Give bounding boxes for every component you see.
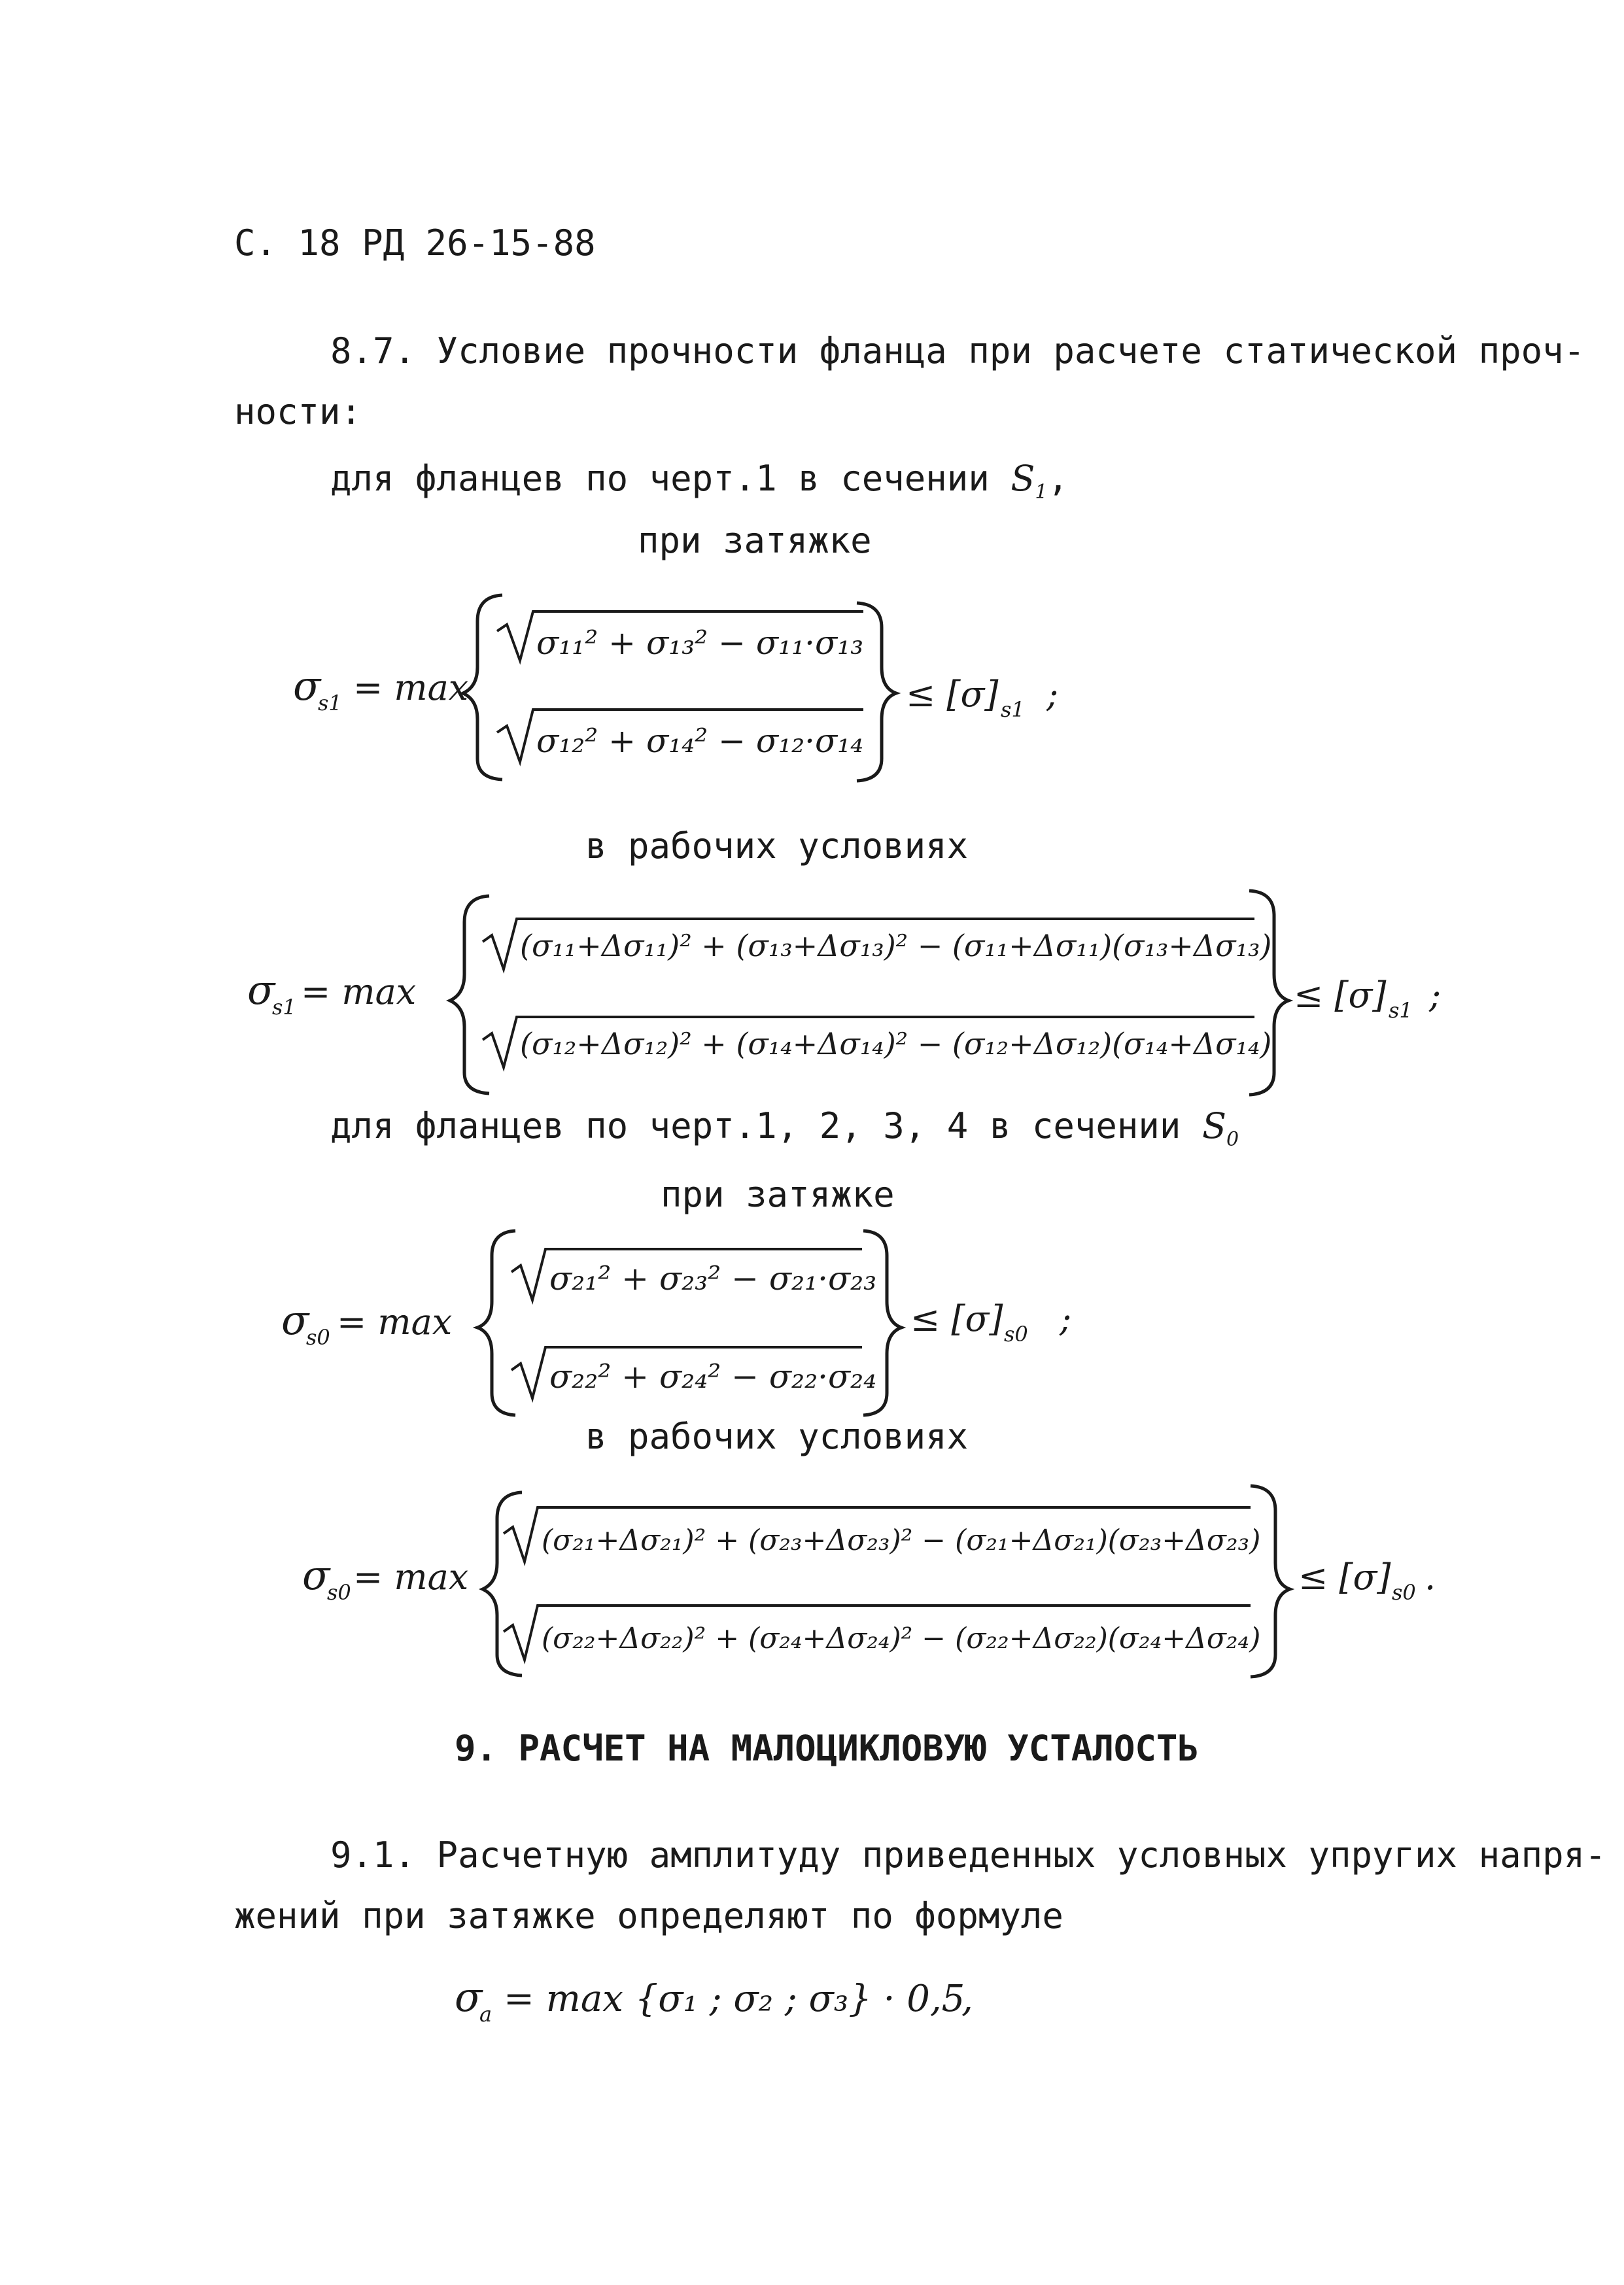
formula-4-row2: [504, 1606, 1260, 1660]
svg-text:σ: σ: [455, 1973, 483, 2021]
svg-text:(σ₁₁+Δσ₁₁)² + (σ₁₃+Δσ₁₃)² − (σ: (σ₁₁+Δσ₁₁)² + (σ₁₃+Δσ₁₃)² − (σ₁₁+Δσ₁₁)(σ₁₃+Δσ₁₃): [520, 928, 1272, 963]
formula-3-rhs: [910, 1298, 1071, 1347]
svg-text:≤ [σ]: ≤ [σ]: [910, 1298, 1003, 1339]
svg-text:s1: s1: [1389, 998, 1413, 1023]
svg-text:= max: = max: [353, 667, 469, 708]
svg-text:(σ₂₂+Δσ₂₂)² + (σ₂₄+Δσ₂₄)² − (σ: (σ₂₂+Δσ₂₂)² + (σ₂₄+Δσ₂₄)² − (σ₂₂+Δσ₂₂)(σ₂₄+Δσ₂₄): [542, 1622, 1261, 1655]
formula-2-rhs: [1294, 974, 1441, 1023]
svg-text:σ: σ: [302, 1551, 330, 1599]
case-2-symbol-sub: 0: [1226, 1127, 1239, 1151]
condition-working-2: в рабочих условиях: [585, 1416, 969, 1457]
svg-text:;: ;: [1046, 674, 1059, 715]
case-1-tail: ,: [1047, 458, 1069, 499]
svg-text:;: ;: [1060, 1298, 1072, 1339]
formula-1-lhs: [293, 662, 468, 715]
formula-2-lhs: [247, 966, 416, 1020]
formula-4-rhs: [1298, 1556, 1436, 1605]
svg-text:s1: s1: [272, 995, 296, 1020]
formula-1-right-brace: [857, 603, 896, 781]
svg-text:;: ;: [1429, 974, 1442, 1016]
svg-text:s0: s0: [306, 1325, 330, 1350]
svg-text:s0: s0: [327, 1580, 351, 1605]
svg-text:s0: s0: [1392, 1580, 1416, 1605]
case-2-symbol: S: [1201, 1105, 1226, 1146]
svg-text:σ: σ: [293, 662, 321, 710]
svg-text:≤ [σ]: ≤ [σ]: [906, 674, 999, 715]
page-header: С. 18 РД 26-15-88: [234, 222, 596, 264]
case-1-text: для фланцев по черт.1 в сечении: [330, 458, 990, 499]
svg-text:= max: = max: [301, 971, 417, 1012]
svg-text:s0: s0: [1004, 1322, 1028, 1347]
formula-2-row1: [483, 919, 1271, 969]
formula-2-right-brace: [1249, 891, 1288, 1095]
condition-tightening-2: при затяжке: [661, 1174, 895, 1215]
svg-text:s1: s1: [318, 691, 342, 715]
case-1-symbol: S: [1011, 458, 1035, 499]
svg-text:s1: s1: [1001, 697, 1025, 722]
section-9-heading: 9. РАСЧЕТ НА МАЛОЦИКЛОВУЮ УСТАЛОСТЬ: [455, 1728, 1199, 1769]
svg-text:σ₁₂² + σ₁₄² − σ₁₂·σ₁₄: σ₁₂² + σ₁₄² − σ₁₂·σ₁₄: [536, 722, 864, 760]
case-1-heading: [330, 458, 1069, 504]
formula-2-row2: [483, 1017, 1271, 1067]
formula-3-row2: [511, 1347, 876, 1398]
svg-text:(σ₂₁+Δσ₂₁)² + (σ₂₃+Δσ₂₃)² − (σ: (σ₂₁+Δσ₂₁)² + (σ₂₃+Δσ₂₃)² − (σ₂₁+Δσ₂₁)(σ₂₃+Δσ₂₃): [542, 1524, 1261, 1557]
formula-3-left-brace: [477, 1231, 515, 1415]
paragraph-9-1-line2: жений при затяжке определяют по формуле: [234, 1895, 1063, 1936]
formula-1-row2: [497, 710, 863, 762]
formula-5-content: [455, 1973, 973, 2027]
svg-text:= max: = max: [337, 1301, 453, 1343]
case-1-symbol-sub: 1: [1035, 480, 1048, 504]
formula-1-left-brace: [463, 595, 502, 780]
svg-text:a: a: [479, 2002, 492, 2027]
paragraph-8-7-line2: ности:: [234, 391, 362, 432]
svg-text:= max {σ₁ ; σ₂ ; σ₃} · 0,5: = max {σ₁ ; σ₂ ; σ₃} · 0,5: [504, 1978, 965, 2020]
case-2-text: для фланцев по черт.1, 2, 3, 4 в сечении: [330, 1105, 1181, 1146]
formula-4-lhs: [302, 1551, 468, 1605]
svg-text:= max: = max: [353, 1556, 469, 1598]
formula-1-rhs: [906, 674, 1058, 722]
svg-text:,: ,: [961, 1978, 973, 2020]
condition-tightening-1: при затяжке: [638, 520, 872, 561]
svg-text:σ: σ: [281, 1296, 309, 1344]
paragraph-9-1-line1: 9.1. Расчетную амплитуду приведенных условных упругих напря-: [330, 1834, 1606, 1876]
svg-text:σ₂₂² + σ₂₄² − σ₂₂·σ₂₄: σ₂₂² + σ₂₄² − σ₂₂·σ₂₄: [549, 1358, 877, 1396]
svg-text:≤ [σ]: ≤ [σ]: [1294, 974, 1387, 1016]
formula-3-right-brace: [863, 1231, 901, 1415]
formula-3-lhs: [281, 1296, 452, 1350]
svg-text:(σ₁₂+Δσ₁₂)² + (σ₁₄+Δσ₁₄)² − (σ: (σ₁₂+Δσ₁₂)² + (σ₁₄+Δσ₁₄)² − (σ₁₂+Δσ₁₂)(σ₁₄+Δσ₁₄): [520, 1026, 1272, 1061]
paragraph-8-7-line1: 8.7. Условие прочности фланца при расчете статической проч-: [330, 330, 1585, 371]
svg-text:≤ [σ]: ≤ [σ]: [1298, 1556, 1391, 1598]
svg-text:σ₁₁² + σ₁₃² − σ₁₁·σ₁₃: σ₁₁² + σ₁₃² − σ₁₁·σ₁₃: [536, 624, 864, 662]
case-2-heading: [330, 1105, 1239, 1151]
svg-text:.: .: [1425, 1556, 1436, 1598]
svg-text:σ₂₁² + σ₂₃² − σ₂₁·σ₂₃: σ₂₁² + σ₂₃² − σ₂₁·σ₂₃: [549, 1260, 877, 1297]
formula-4-left-brace: [483, 1492, 522, 1675]
formula-3-row1: [511, 1249, 876, 1300]
condition-working-1: в рабочих условиях: [585, 825, 969, 867]
formula-1-row1: [497, 611, 863, 662]
formula-4-right-brace: [1251, 1486, 1290, 1677]
formula-2-left-brace: [450, 896, 489, 1093]
formula-4-row1: [504, 1507, 1260, 1562]
svg-text:σ: σ: [247, 966, 275, 1014]
